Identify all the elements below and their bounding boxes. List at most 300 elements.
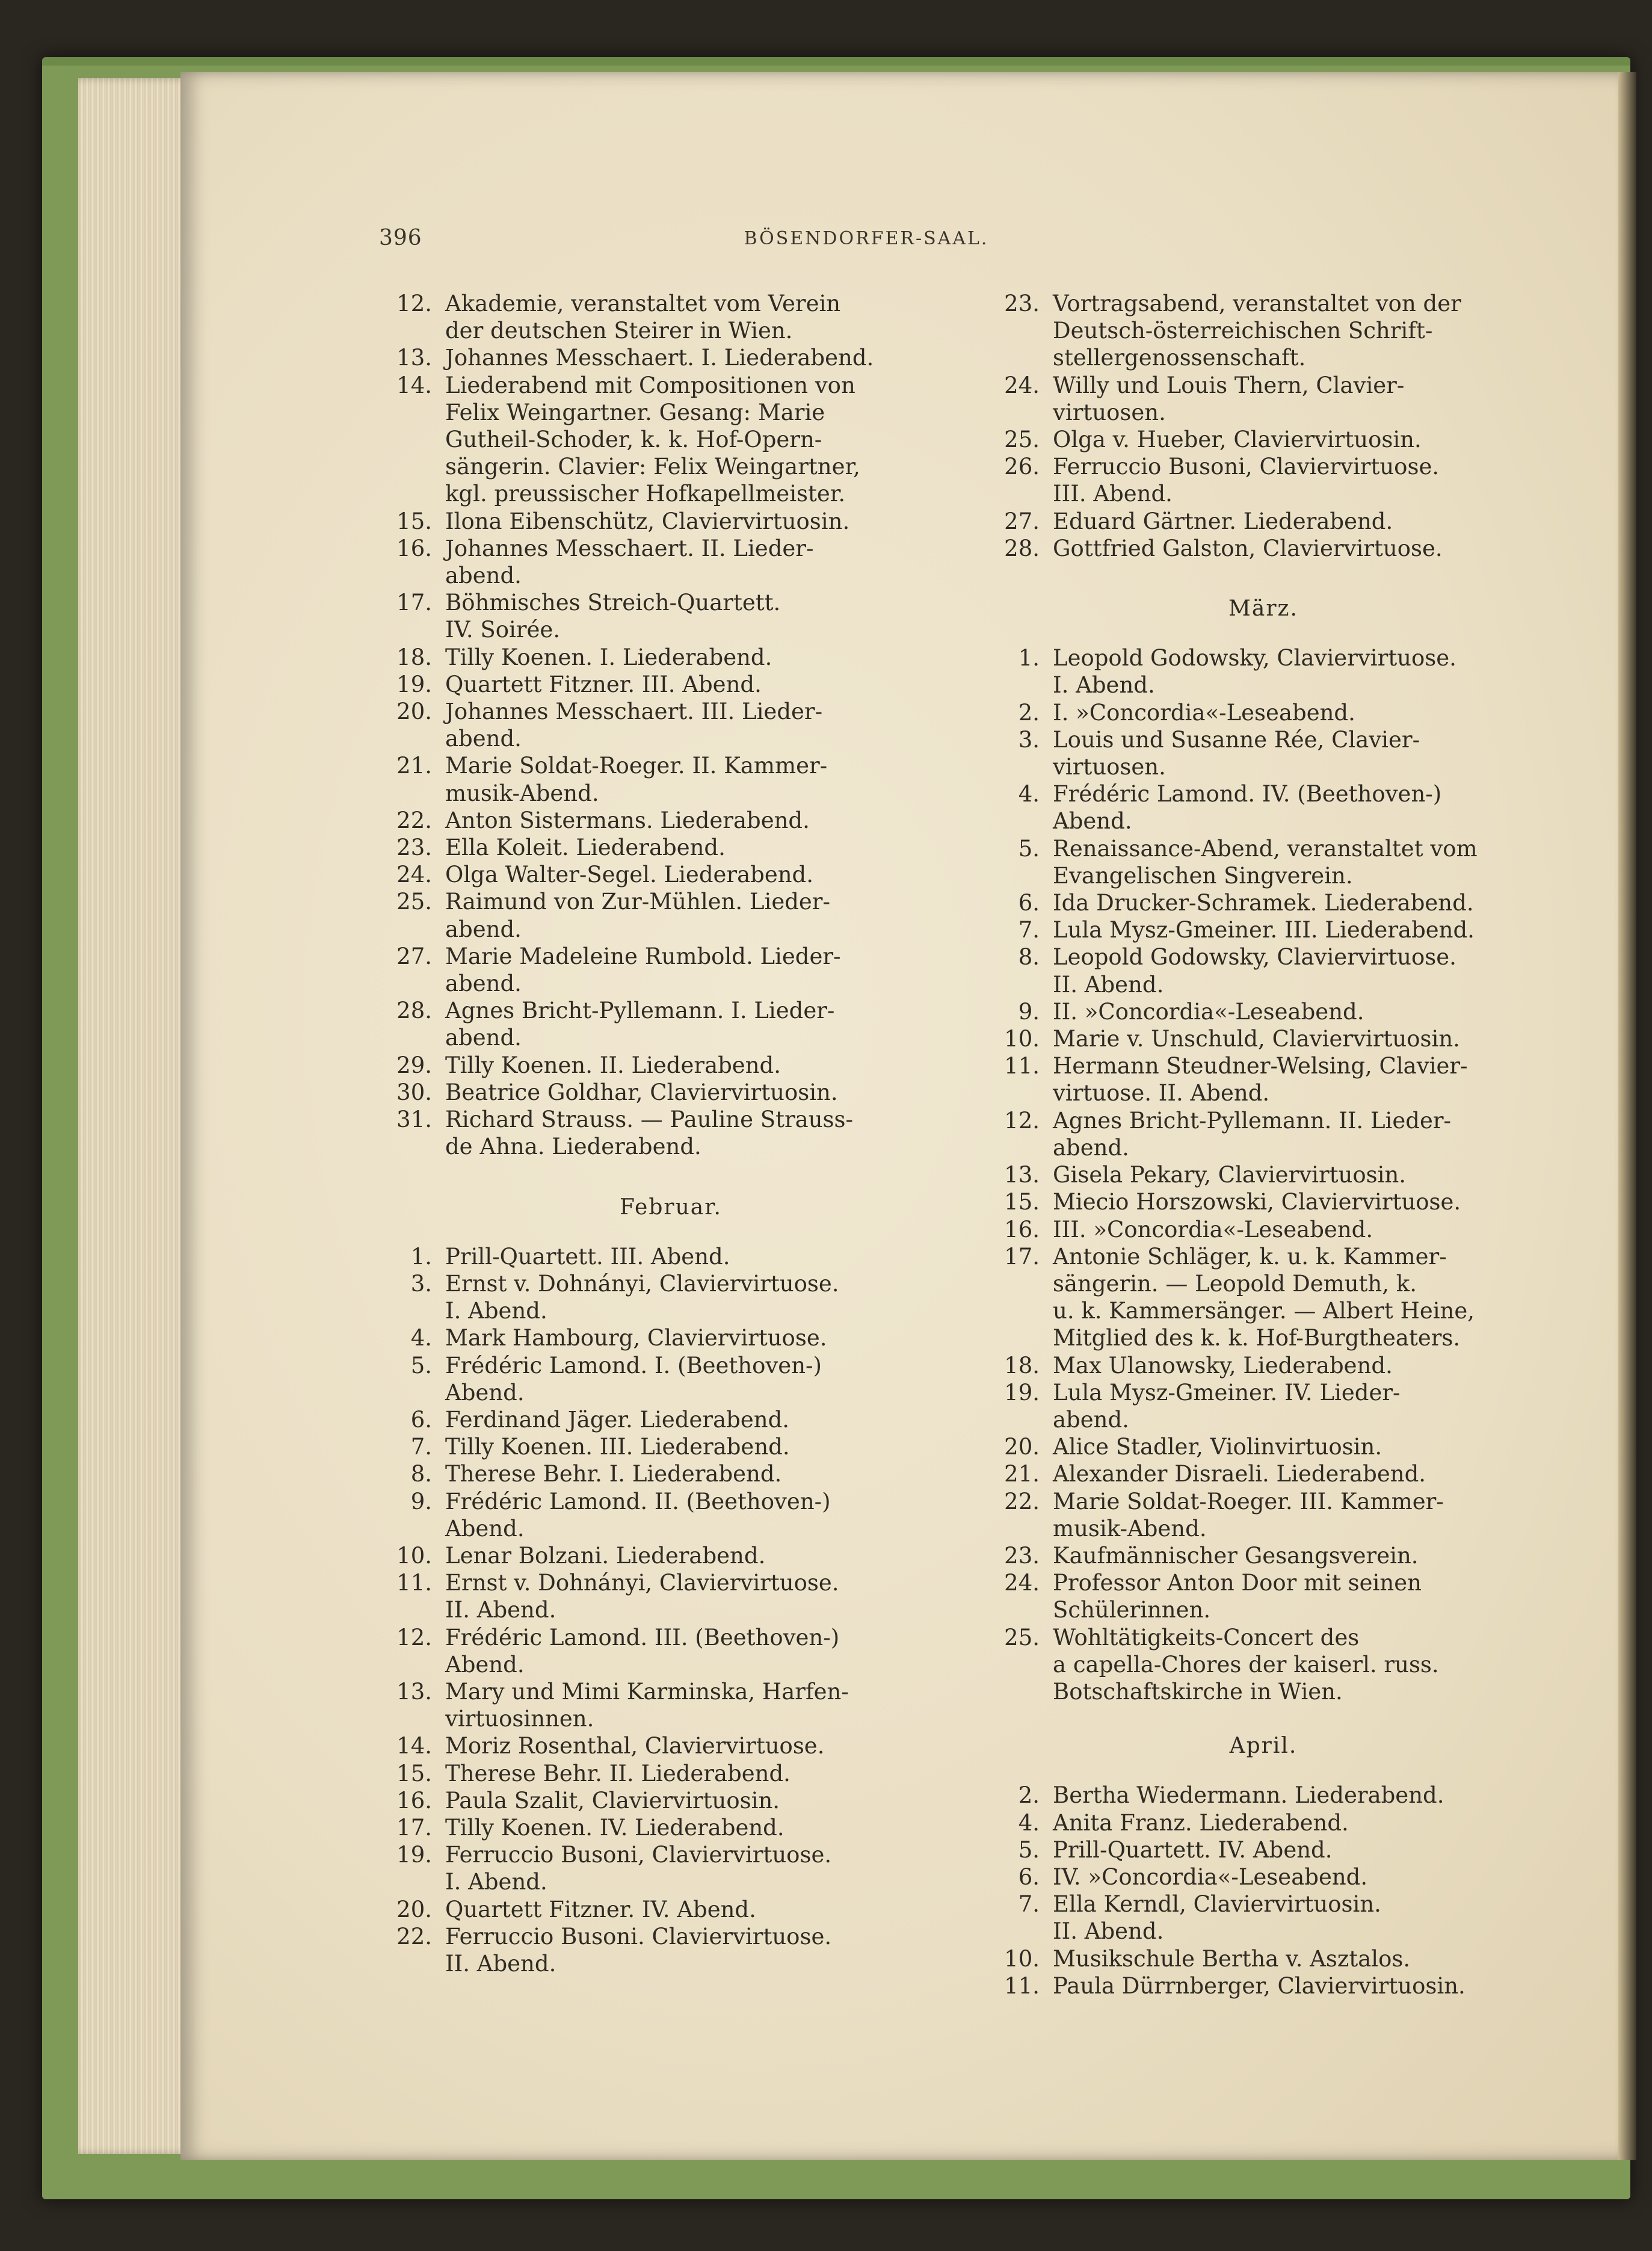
entry-line: Ferruccio Busoni, Claviervirtuose. [445,1842,832,1868]
list-item [963,1891,1492,1945]
list-item [355,1569,914,1623]
list-item [963,1161,1492,1188]
entry-line: Ella Kerndl, Claviervirtuosin. [1053,1891,1381,1918]
entry-line: Gisela Pekary, Claviervirtuosin. [1053,1162,1407,1188]
entry-text [1053,535,1492,562]
entry-date: 16. [396,1787,432,1814]
entry-line: Agnes Bricht-Pyllemann. I. Lieder- [445,998,835,1024]
entry-line: Frédéric Lamond. I. (Beethoven-) [445,1352,822,1379]
list-item [963,1569,1492,1623]
left-column [355,290,914,1977]
entry-line: Eduard Gärtner. Liederabend. [1053,508,1393,534]
entry-line: stellergenossenschaft. [1053,345,1306,371]
entry-text [445,698,914,752]
entry-text [1053,1891,1492,1945]
entry-line: abend. [1053,1406,1129,1433]
entry-date: 7. [1018,917,1040,943]
entry-date: 27. [396,943,432,969]
list-item [355,698,914,752]
list-item [963,943,1492,998]
entry-line: Professor Anton Door mit seinen [1053,1570,1422,1596]
entry-date: 9. [1018,998,1040,1025]
entry-date: 4. [1018,1809,1040,1836]
entry-text [1053,1352,1492,1379]
entry-text [1053,699,1492,726]
entry-text [445,1896,914,1923]
entry-text [445,671,914,698]
entry-text [1053,889,1492,916]
entry-line: abend. [1053,1134,1129,1161]
entry-date: 6. [1018,1863,1040,1890]
entry-text [445,1760,914,1787]
entry-date: 5. [1018,1836,1040,1863]
entry-line: Mary und Mimi Karminska, Harfen- [445,1678,849,1705]
entry-date: 17. [1004,1243,1040,1270]
list-item [963,998,1492,1025]
entry-text [445,834,914,861]
entry-line: Bertha Wiedermann. Liederabend. [1053,1782,1444,1809]
entry-text [445,807,914,834]
entry-line: II. »Concordia«-Leseabend. [1053,998,1364,1025]
entry-date: 20. [396,1896,432,1922]
entry-text [1053,1945,1492,1972]
entry-date: 23. [1004,1542,1040,1569]
entry-line: II. Abend. [445,1950,556,1977]
entry-line: Tilly Koenen. I. Liederabend. [445,644,772,670]
entry-text [1053,1107,1492,1161]
entry-line: Schülerinnen. [1053,1597,1211,1623]
entry-line: II. Abend. [445,1597,556,1623]
entry-text [445,1352,914,1406]
entry-line: Gottfried Galston, Claviervirtuose. [1053,535,1443,561]
entry-text [445,372,914,508]
list-item [355,861,914,888]
entry-line: Frédéric Lamond. III. (Beethoven-) [445,1624,840,1650]
entry-text [1053,1836,1492,1863]
entry-date: 7. [1018,1891,1040,1918]
entry-line: abend. [445,726,522,752]
entry-line: IV. Soirée. [445,617,561,643]
page-number: 396 [379,226,422,250]
entry-date: 10. [1004,1026,1040,1052]
entry-line: Paula Szalit, Claviervirtuosin. [445,1787,780,1814]
entry-text [1053,1542,1492,1569]
entry-date: 10. [1004,1945,1040,1972]
entry-line: Vortragsabend, veranstaltet von der [1053,291,1461,316]
entry-text [1053,1863,1492,1891]
entry-line: Louis und Susanne Rée, Clavier- [1053,726,1420,753]
list-item [355,1106,914,1160]
list-item [963,290,1492,372]
list-item [355,888,914,942]
entry-date: 6. [1018,890,1040,916]
list-item [963,1025,1492,1052]
entry-text [1053,780,1492,835]
entry-line: Prill-Quartett. IV. Abend. [1053,1836,1333,1863]
entry-text [445,535,914,589]
entry-line: Ernst v. Dohnányi, Claviervirtuose. [445,1270,839,1297]
entry-line: II. Abend. [1053,1918,1164,1945]
entry-text [1053,1433,1492,1460]
list-item [355,508,914,535]
entry-line: Beatrice Goldhar, Claviervirtuosin. [445,1079,838,1105]
entry-text [445,861,914,888]
list-item [355,752,914,806]
entry-line: Anton Sistermans. Liederabend. [445,807,810,833]
entry-date: 4. [410,1325,432,1351]
februar-list [355,1243,914,1977]
entry-text [1053,1972,1492,1999]
list-item [355,671,914,698]
list-item [963,699,1492,726]
entry-date: 22. [396,807,432,833]
running-title: BÖSENDORFER-SAAL. [744,228,989,249]
entry-line: Willy und Louis Thern, Clavier- [1053,372,1405,398]
page-header [379,226,1354,262]
entry-text [445,752,914,806]
list-item [963,780,1492,835]
entry-date: 15. [396,508,432,534]
entry-line: Ferruccio Busoni. Claviervirtuose. [445,1923,832,1950]
entry-date: 2. [1018,1782,1040,1809]
entry-line: Moriz Rosenthal, Claviervirtuose. [445,1733,825,1759]
entry-line: Antonie Schläger, k. u. k. Kammer- [1053,1243,1447,1270]
month-heading-maerz: März. [1228,596,1298,622]
list-item [355,290,914,344]
list-item [963,1488,1492,1542]
entry-text [445,1406,914,1433]
list-item [355,943,914,997]
entry-date: 31. [396,1107,432,1133]
list-item [355,1841,914,1895]
entry-date: 10. [396,1542,432,1569]
entry-text [445,888,914,942]
entry-line: musik-Abend. [1053,1515,1207,1542]
entry-line: Frédéric Lamond. IV. (Beethoven-) [1053,781,1442,807]
entry-date: 24. [1004,1570,1040,1596]
entry-line: abend. [445,563,522,589]
list-item [355,807,914,834]
entry-line: Wohltätigkeits-Concert des [1053,1624,1360,1650]
entry-date: 17. [396,590,432,616]
list-item [355,1270,914,1324]
entry-date: 13. [396,345,432,371]
entry-date: 12. [396,1624,432,1650]
entry-line: Ferruccio Busoni, Claviervirtuose. [1053,454,1440,480]
entry-line: I. »Concordia«-Leseabend. [1053,699,1355,726]
entry-text [1053,916,1492,943]
entry-date: 1. [1018,645,1040,672]
list-item [355,644,914,671]
entry-line: virtuose. II. Abend. [1053,1080,1270,1107]
entry-text [1053,508,1492,535]
page-gutter-right [1618,72,1636,2160]
list-item [963,1863,1492,1891]
entry-date: 6. [410,1406,432,1433]
entry-text [1053,1460,1492,1487]
entry-text [445,1270,914,1324]
list-item [963,726,1492,780]
entry-text [445,644,914,671]
entry-line: Richard Strauss. — Pauline Strauss- [445,1107,854,1133]
list-item [355,1814,914,1841]
entry-line: Therese Behr. I. Liederabend. [445,1461,782,1487]
entry-line: sängerin. Clavier: Felix Weingartner, [445,454,860,480]
entry-line: Prill-Quartett. III. Abend. [445,1243,730,1270]
entry-line: Therese Behr. II. Liederabend. [445,1760,791,1786]
entry-text [445,1787,914,1814]
list-item [963,1782,1492,1809]
entry-line: Ida Drucker-Schramek. Liederabend. [1053,890,1474,916]
entry-date: 4. [1018,781,1040,807]
list-item [963,1433,1492,1460]
entry-line: virtuosen. [1053,399,1166,425]
entry-text [1053,1782,1492,1809]
list-item [355,834,914,861]
entry-line: Botschaftskirche in Wien. [1053,1678,1343,1705]
entry-line: de Ahna. Liederabend. [445,1134,701,1160]
entry-date: 13. [396,1678,432,1705]
entry-text [1053,1809,1492,1836]
list-item [963,1809,1492,1836]
entry-text [445,1624,914,1678]
entry-line: Olga v. Hueber, Claviervirtuosin. [1053,427,1422,453]
list-item [963,1542,1492,1569]
entry-line: Olga Walter-Segel. Liederabend. [445,862,813,888]
entry-line: Leopold Godowsky, Claviervirtuose. [1053,944,1456,971]
entry-line: Renaissance-Abend, veranstaltet vom [1053,835,1478,862]
entry-date: 7. [410,1434,432,1460]
month-heading-februar: Februar. [620,1194,722,1220]
entry-text [1053,1569,1492,1623]
list-item [963,1836,1492,1863]
entry-date: 16. [1004,1216,1040,1243]
list-item [963,644,1492,699]
list-item [963,1972,1492,1999]
entry-text [1053,1379,1492,1433]
entry-line: I. Abend. [445,1869,547,1895]
entry-line: Mitglied des k. k. Hof-Burgtheaters. [1053,1325,1461,1351]
entry-date: 17. [396,1814,432,1841]
entry-date: 25. [396,889,432,915]
entry-line: Böhmisches Streich-Quartett. [445,590,781,616]
book-cover-edge [42,57,1630,66]
entry-line: Deutsch-österreichischen Schrift- [1053,318,1433,344]
januar-list [355,290,914,1161]
entry-date: 24. [396,862,432,888]
list-item [355,1760,914,1787]
entry-text [1053,1216,1492,1243]
entry-date: 11. [396,1570,432,1596]
list-item [963,1945,1492,1972]
entry-line: Alice Stadler, Violinvirtuosin. [1053,1434,1382,1460]
entry-date: 30. [396,1079,432,1105]
entry-line: Miecio Horszowski, Claviervirtuose. [1053,1189,1461,1215]
entry-date: 22. [1004,1488,1040,1515]
entry-text [445,508,914,535]
list-item [355,1079,914,1106]
entry-date: 5. [410,1352,432,1379]
right-column [963,290,1492,1999]
list-item [963,1243,1492,1352]
entry-line: Tilly Koenen. II. Liederabend. [445,1052,781,1078]
entry-text [445,943,914,997]
entry-date: 19. [396,671,432,697]
entry-date: 3. [410,1270,432,1297]
entry-date: 20. [396,699,432,725]
entry-line: Hermann Steudner-Welsing, Clavier- [1053,1053,1468,1079]
entry-line: Johannes Messchaert. I. Liederabend. [445,345,874,371]
month-heading-april: April. [1229,1734,1298,1759]
list-item [963,508,1492,535]
entry-text [1053,1188,1492,1215]
list-item [355,535,914,589]
entry-line: Abend. [445,1515,525,1542]
list-item [963,916,1492,943]
list-item [963,535,1492,562]
list-item [963,1188,1492,1215]
entry-text [445,344,914,371]
entry-line: Lenar Bolzani. Liederabend. [445,1542,766,1569]
entry-date: 18. [1004,1352,1040,1379]
entry-line: abend. [445,971,522,997]
entry-line: III. »Concordia«-Leseabend. [1053,1216,1373,1243]
entry-text [1053,943,1492,998]
entry-line: Ernst v. Dohnányi, Claviervirtuose. [445,1570,839,1596]
entry-date: 26. [1004,454,1040,480]
entry-line: a capella-Chores der kaiserl. russ. [1053,1651,1439,1678]
entry-line: virtuosinnen. [445,1706,594,1732]
entry-line: sängerin. — Leopold Demuth, k. [1053,1270,1417,1297]
entry-line: u. k. Kammersänger. — Albert Heine, [1053,1298,1475,1324]
entry-line: Akademie, veranstaltet vom Verein [445,291,841,316]
list-item [355,1923,914,1977]
entry-date: 12. [396,291,432,316]
entry-text [445,1923,914,1977]
entry-text [445,589,914,643]
entry-line: Raimund von Zur-Mühlen. Lieder- [445,889,830,915]
entry-text [1053,1052,1492,1107]
entry-line: Evangelischen Singverein. [1053,862,1353,889]
maerz-list [963,644,1492,1705]
list-item [355,1433,914,1460]
entry-date: 1. [410,1243,432,1270]
entry-line: Leopold Godowsky, Claviervirtuose. [1053,645,1456,672]
entry-date: 5. [1018,835,1040,862]
entry-text [1053,1025,1492,1052]
entry-date: 19. [1004,1379,1040,1406]
entry-date: 24. [1004,372,1040,398]
entry-line: Tilly Koenen. IV. Liederabend. [445,1814,784,1841]
list-item [355,589,914,643]
entry-line: Paula Dürrnberger, Claviervirtuosin. [1053,1972,1466,1999]
list-item [355,1678,914,1732]
entry-line: abend. [445,1025,522,1051]
list-item [355,1243,914,1270]
entry-line: der deutschen Steirer in Wien. [445,318,793,344]
list-item [963,1216,1492,1243]
entry-text [1053,290,1492,372]
entry-date: 22. [396,1923,432,1950]
entry-line: Max Ulanowsky, Liederabend. [1053,1352,1393,1379]
entry-date: 29. [396,1052,432,1078]
entry-line: Abend. [445,1651,525,1678]
entry-date: 11. [1004,1053,1040,1079]
list-item [355,1542,914,1569]
entry-text [1053,1624,1492,1706]
entry-text [1053,644,1492,699]
entry-text [445,1569,914,1623]
entry-date: 3. [1018,726,1040,753]
entry-line: Johannes Messchaert. II. Lieder- [445,535,814,561]
list-item [355,1406,914,1433]
list-item [963,1107,1492,1161]
entry-line: Lula Mysz-Gmeiner. IV. Lieder- [1053,1379,1401,1406]
entry-date: 9. [410,1488,432,1515]
list-item [355,1624,914,1678]
list-item [963,1624,1492,1706]
list-item [963,889,1492,916]
entry-line: musik-Abend. [445,780,599,806]
entry-line: Quartett Fitzner. III. Abend. [445,671,762,697]
entry-date: 21. [1004,1461,1040,1487]
entry-date: 8. [1018,944,1040,971]
entry-text [445,1841,914,1895]
entry-line: Marie Soldat-Roeger. II. Kammer- [445,753,828,779]
entry-line: Gutheil-Schoder, k. k. Hof-Opern- [445,427,822,453]
entry-text [445,1324,914,1351]
list-item [355,1324,914,1351]
entry-date: 11. [1004,1972,1040,1999]
list-item [355,1732,914,1759]
entry-text [445,1433,914,1460]
list-item [355,1488,914,1542]
entry-line: virtuosen. [1053,754,1166,780]
list-item [963,1460,1492,1487]
entry-line: Ilona Eibenschütz, Claviervirtuosin. [445,508,850,534]
entry-line: I. Abend. [1053,672,1155,699]
entry-date: 15. [396,1760,432,1786]
entry-text [1053,835,1492,889]
entry-date: 25. [1004,1624,1040,1650]
list-item [355,1352,914,1406]
entry-line: Abend. [445,1379,525,1406]
entry-date: 21. [396,753,432,779]
entry-line: II. Abend. [1053,971,1164,998]
entry-line: I. Abend. [445,1298,547,1324]
entry-text [1053,372,1492,426]
entry-text [445,1106,914,1160]
entry-text [1053,1161,1492,1188]
list-item [355,1052,914,1079]
entry-line: Agnes Bricht-Pyllemann. II. Lieder- [1053,1107,1452,1134]
entry-line: III. Abend. [1053,481,1173,507]
entry-date: 28. [396,998,432,1024]
entry-text [1053,1243,1492,1352]
list-item [355,1787,914,1814]
entry-text [1053,426,1492,453]
entry-line: Marie Madeleine Rumbold. Lieder- [445,943,841,969]
entry-line: abend. [445,916,522,942]
entry-text [1053,1488,1492,1542]
entry-text [445,1079,914,1106]
entry-text [445,1542,914,1569]
list-item [355,372,914,508]
entry-date: 8. [410,1461,432,1487]
list-item [963,426,1492,453]
entry-line: Frédéric Lamond. II. (Beethoven-) [445,1488,831,1515]
entry-line: Felix Weingartner. Gesang: Marie [445,399,825,425]
